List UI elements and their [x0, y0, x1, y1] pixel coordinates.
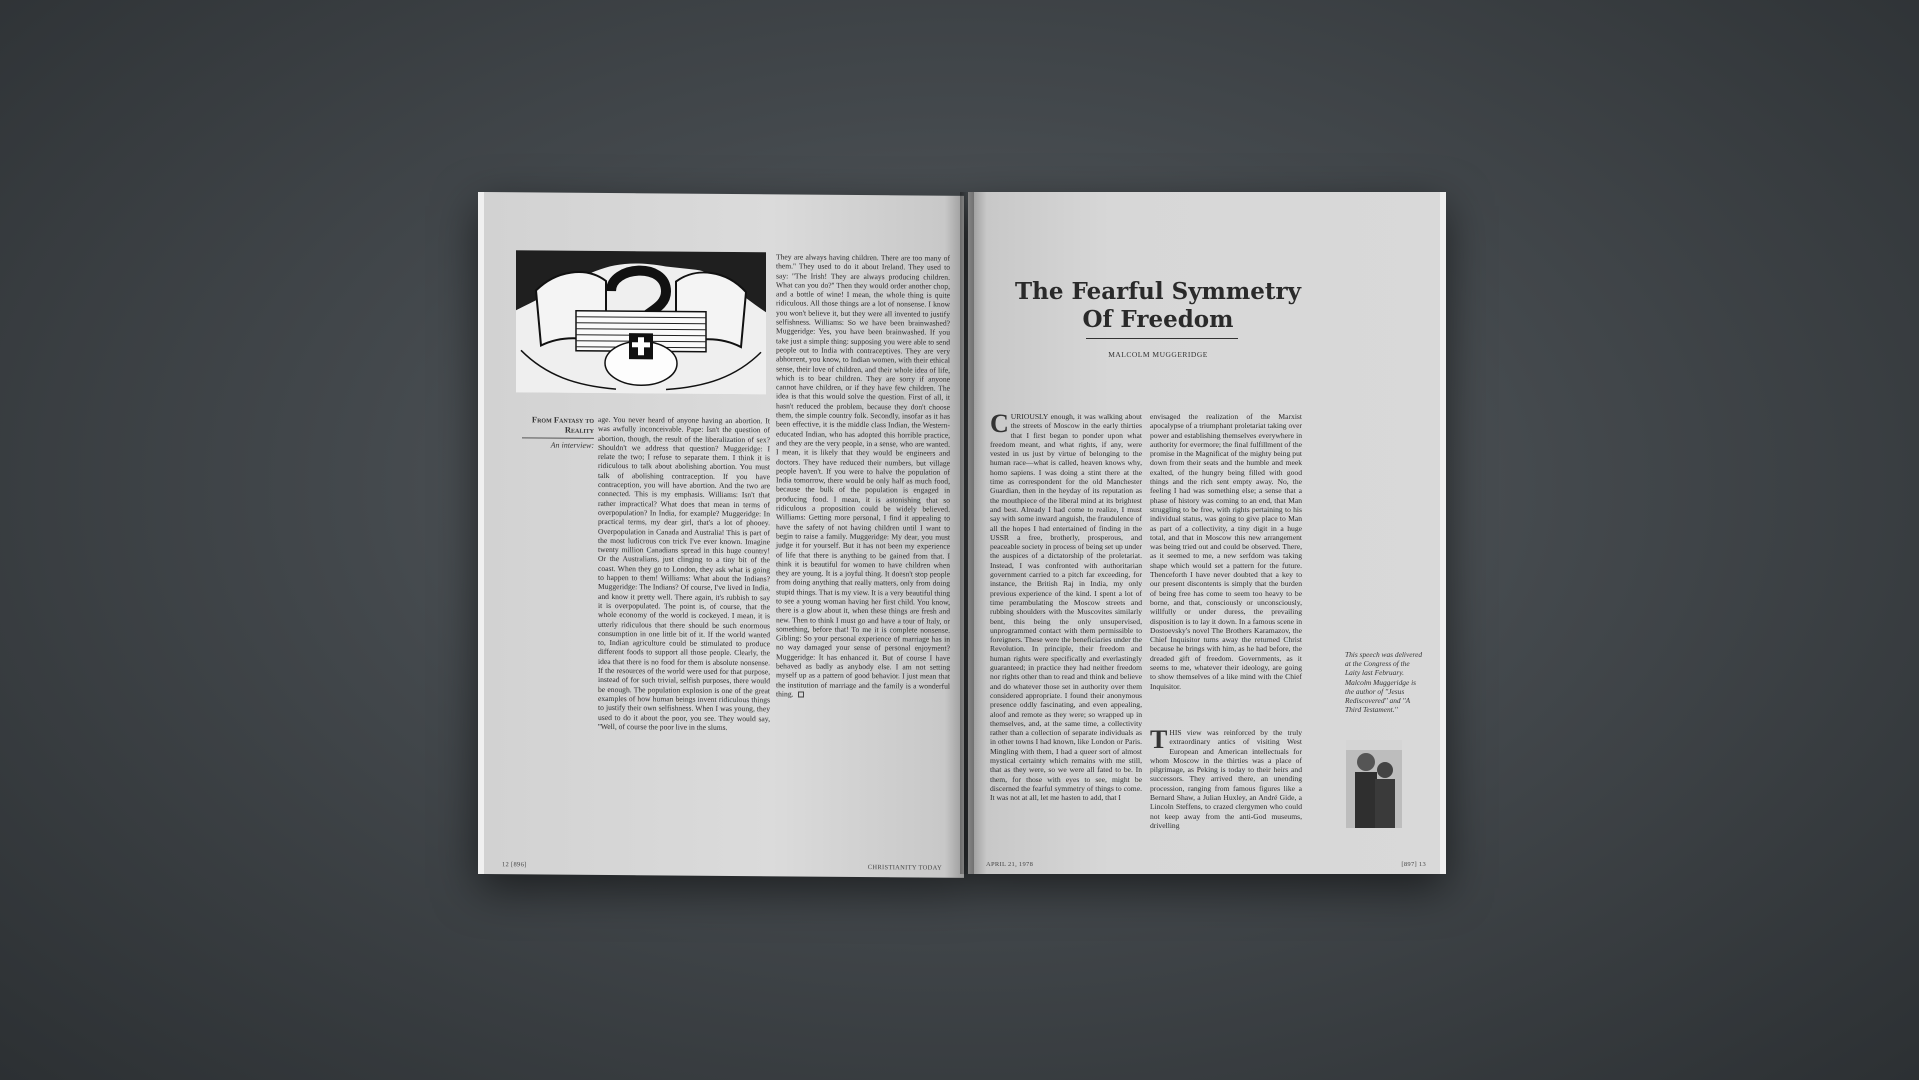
- article-title: [1008, 278, 1308, 334]
- right-column-1: [990, 409, 1142, 852]
- dropcap-c: C: [990, 409, 1009, 438]
- article-title-line-2: Of Freedom: [1082, 306, 1234, 333]
- title-rule: [1086, 338, 1238, 339]
- end-mark-icon: [798, 692, 804, 698]
- author-photo: [1346, 740, 1402, 828]
- author-portrait-image: [1346, 740, 1402, 828]
- right-column-2b: [1150, 725, 1302, 852]
- left-column-2: [776, 252, 950, 857]
- right-column-1-text: URIOUSLY enough, it was walking about the streets of Moscow in the early thirties that I first began to ponder upon what freedom meant, and what rights, if any, were vested in us just by virtue of belonging to the human race—what is called, heaven knows why, homo sapiens. I was doing a stint there at the time as correspondent for the old Manchester Guardian, then in the heyday of its reputation as the mouthpiece of the liberal mind at its brightest and best. Already I had come to realize, I must say with some inward anguish, the fraudulence of all the hopes I had entertained of finding in the USSR a free, brotherly, prosperous, and peaceable society in process of being set up under the auspices of a dictatorship of the proletariat. Instead, I was confronted with authoritarian government carried to a pitch far exceeding, for instance, the British Raj in India, my only previous experience of the kind. I spent a lot of time perambulating the Moscow streets and rubbing shoulders with the Muscovites similarly bent, this being the only unsupervised, unprogrammed contact with them permissible to foreigners. These were the beneficiaries under the Revolution. In principle, their freedom and human rights were specifically and everlastingly guaranteed; in practice they had neither freedom nor rights other than to read and think and believe and do whatever those set in authority over them considered appropriate. I found their anonymous presence oddly fascinating, and even appealing, aloof and remote as they were; so wrapped up in themselves, and, at the same time, a collectivity rather than a collection of separate individuals as in other towns I had known, like London or Paris. Mingling with them, I had a queer sort of almost mystical certainty which remains with me still, that as they were, so we were all fated to be. In them, for those with eyes to see, might be discerned the fearful symmetry of things to come. It was not at all, let me hasten to add, that I: [990, 412, 1142, 803]
- article-title-line-1: The Fearful Symmetry: [1015, 278, 1301, 305]
- left-page: [478, 192, 964, 878]
- right-page: [968, 192, 1446, 874]
- right-column-2-text: envisaged the realization of the Marxist apocalypse of a triumphant proletariat taking over power and establishing themselves everywhere in authority for evermore; the final fulfillment of the promise in the Magnificat of the mighty being put down from their seats and the humble and meek exalted, of the hungry being filled with good things and the rich sent empty away. No, the feeling I had was something else; a sense that a phase of history was coming to an end, that Man struggling to be free, with rights pertaining to his individual status, was going to give place to Man as part of a collectivity, a tiny digit in a huge total, and that in Moscow this new arrangement was being tried out and could be observed. There, as it seemed to me, a new serfdom was taking shape which would set a pattern for the future. Thenceforth I have never doubted that a key to our present discontents is simply that the burden of being free has come to seem too heavy to be borne, and that, consciously or unconsciously, willfully or under duress, the prevailing disposition is to lay it down. In a famous scene in Dostoevsky's novel The Brothers Karamazov, the Chief Inquisitor turns away the returned Christ because he brings with him, as he had before, the dreaded gift of freedom. Governments, as it seems to me, whatever their ideology, are going to show themselves of a like mind with the Chief Inquisitor.: [1150, 412, 1302, 691]
- author-note: This speech was delivered at the Congress of the Laity last February. Malcolm Muggeridge is the author of ''Jesus Rediscovered'' and ''A Third Testament.'': [1345, 650, 1423, 715]
- spine-gutter: [960, 192, 974, 874]
- left-column-1: [598, 415, 770, 856]
- folio-date: APRIL 21, 1978: [986, 861, 1034, 868]
- left-column-1-text: age. You never heard of anyone having an abortion. It was awfully inconceivable. Pape: Isn't the question of abortion, though, the result of the liberalization of sex? Shouldn't we address that question? Muggeridge: I relate the two; I refuse to separate them. I think it is ridiculous to talk about abolishing abortion. You must talk of abolishing contraception. If you have contraception, you will have abortion. And the two are connected. This is my emphasis. Williams: Isn't that rather impractical? What does that mean in terms of overpopulation? In India, for example? Muggeridge: In practical terms, my dear girl, that's a lot of phooey. Overpopulation in Canada and Australia! This is part of the most ludicrous con trick I've ever known. Imagine twenty million Canadians spread in this huge country! Or the Australians, just clinging to a tiny bit of the coast. When they go to London, they ask what is going to happen to them! Williams: What about the Indians? Muggeridge: The Indians? Of course, I've lived in India, and know it pretty well. There again, it's rubbish to say it is overpopulated. The point is, of course, that the whole economy of the world is cockeyed. I mean, it is utterly ridiculous that there should be such enormous consumption in one little bit of it. If the world wanted to, Indian agriculture could be stimulated to produce different foods to support all those people. Clearly, the idea that there is no food for them is absolute nonsense. If the resources of the world were used for that purpose, instead of for such trivial, selfish purposes, there would be enough. The population explosion is one of the great examples of how human beings invent ridiculous things to justify their own selfishness. When I was young, they used to do it about the poor, you see. They would say, ''Well, of course the poor live in the slums.: [598, 414, 770, 732]
- right-column-2: [1150, 412, 1302, 691]
- illustration: [516, 250, 766, 394]
- side-subtitle: An interview:: [550, 440, 594, 450]
- magazine-spread: [478, 192, 1446, 874]
- byline: MALCOLM MUGGERIDGE: [1108, 350, 1208, 359]
- side-title: From Fantasy to Reality: [531, 414, 594, 435]
- abstract-illustration: [516, 250, 766, 394]
- left-column-2-text: They are always having children. There are too many of them.'' They used to do it about Ireland. They used to say: ''The Irish! They are always producing children. What can you do?'' Then they would order another chop, and a bottle of wine! I mean, the whole thing is quite ridiculous. All those things are a lot of nonsense. I know you won't believe it, but they were all invented to justify selfishness. Williams: So we have been brainwashed? Muggeridge: Yes, you have been brainwashed. If you take just a simple thing: supposing you were able to send people out to India with contraceptives. They are very abhorrent, you know, to Indian women, with their ethical sense, their love of children, and their whole idea of life, which is to bear children. They are sorry if anyone cannot have children, or if they have few children. The idea is that this would solve the question. First of all, it hasn't reduced the problem, because they don't choose them, the simple country folk. Secondly, insofar as it has been effective, it is the middle class Indian, the Western-educated Indian, who has adopted this horrible practice, and they are the very people, in a sense, who are wanted. I mean, it is likely that they would be engineers and doctors. They have reduced their numbers, but village people haven't. If you were to halve the population of India tomorrow, there would be only half as much food, because the bulk of the population is engaged in producing food. I mean, it is astonishing that so ridiculous a proposition could be widely believed. Williams: Getting more personal, I find it appealing to have the safety of not having children until I want to begin to raise a family. Muggeridge: My dear, you must judge it for yourself. But it has not been my experience of life that there is anything to be gained from that. I think it is beautiful for women to have children when they are young. It is a joyful thing. It doesn't stop people from doing anything that really matters, only from doing stupid things. That is my view. It is a very beautiful thing to see a young woman having her first child. You know, there is a glow about it, when these things are fresh and new. Then to think I must go and have a tour of Italy, or something, before that! To me it is complete nonsense. Gibling: So your personal experience of marriage has in no way damaged your sense of personal enjoyment? Muggeridge: It has enhanced it. But of course I have behaved as badly as anybody else. I am not setting myself up as a pattern of good behavior. I just mean that the institution of marriage and the family is a wonderful thing.: [776, 252, 950, 699]
- article-side-heading: [502, 414, 594, 450]
- dropcap-t: T: [1150, 725, 1168, 754]
- folio-left-publication: CHRISTIANITY TODAY: [867, 864, 942, 872]
- side-rule: [522, 437, 594, 439]
- right-column-2b-text: HIS view was reinforced by the truly extraordinary antics of visiting West European and American intellectuals for whom Moscow in the thirties was a place of pilgrimage, as Peking is today to their heirs and successors. They arrived there, an unending procession, ranging from famous figures like a Bernard Shaw, a Julian Huxley, an André Gide, a Lincoln Steffens, to crazed clergymen who could not keep away from the anti-God museums, drivelling: [1150, 728, 1302, 830]
- folio-right-page-number: [897] 13: [1401, 861, 1426, 868]
- folio-left-page-number: 12 [896]: [502, 861, 527, 869]
